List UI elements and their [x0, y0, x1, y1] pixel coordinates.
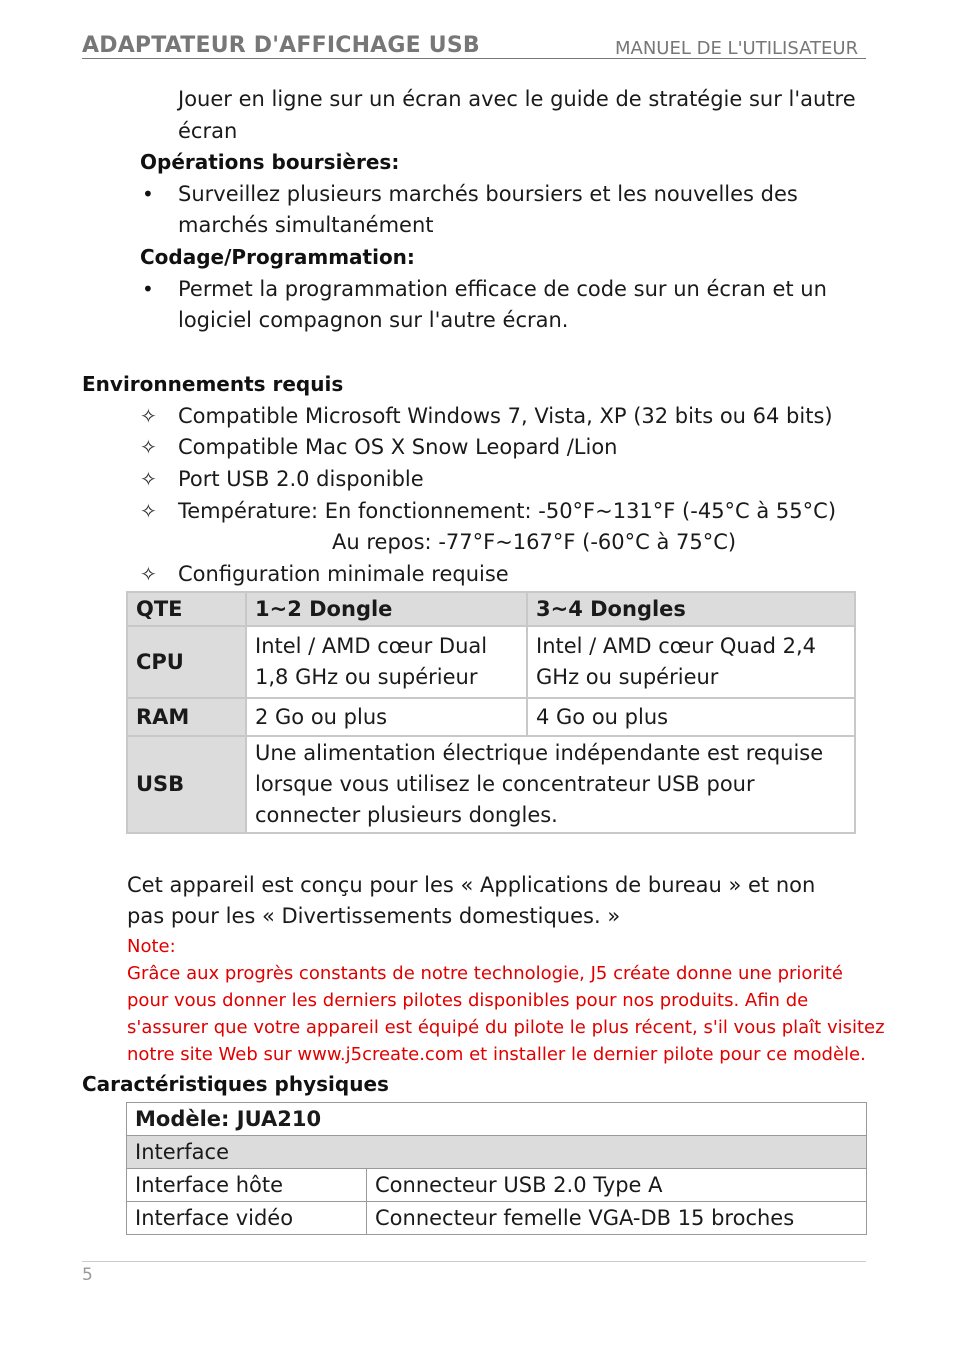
- cell-line: 1,8 GHz ou supérieur: [255, 665, 478, 689]
- star-bullet-icon: ✧: [140, 499, 157, 523]
- usage-line-2: pas pour les « Divertissements domestiques. »: [127, 904, 621, 928]
- cell-line: lorsque vous utilisez le concentrateur USB pour: [255, 772, 755, 796]
- requirements-table: [126, 591, 856, 834]
- note-line: notre site Web sur www.j5create.com et installer le dernier pilote pour ce modèle.: [127, 1044, 866, 1065]
- physical-heading: Caractéristiques physiques: [82, 1072, 389, 1096]
- table-row: [127, 1136, 867, 1169]
- env-item: Température: En fonctionnement: -50°F~131°F (-45°C à 55°C): [178, 499, 837, 523]
- table-cell: 2 Go ou plus: [246, 698, 527, 736]
- section-cell: Interface: [127, 1136, 867, 1169]
- table-cell: Connecteur femelle VGA-DB 15 broches: [367, 1202, 867, 1235]
- star-bullet-icon: ✧: [140, 562, 157, 586]
- header-rule: [82, 58, 866, 59]
- bourse-line-1: Surveillez plusieurs marchés boursiers et les nouvelles des: [178, 182, 798, 206]
- table-header: QTE: [127, 592, 246, 626]
- table-cell: Interface vidéo: [127, 1202, 367, 1235]
- table-row: [127, 592, 855, 626]
- table-cell: [246, 736, 855, 833]
- intro-line-2: écran: [178, 119, 238, 143]
- star-bullet-icon: ✧: [140, 404, 157, 428]
- page-number: 5: [82, 1265, 93, 1285]
- env-item: Compatible Mac OS X Snow Leopard /Lion: [178, 435, 618, 459]
- note-label: Note:: [127, 936, 176, 957]
- env-item: Port USB 2.0 disponible: [178, 467, 424, 491]
- cell-line: Intel / AMD cœur Dual: [255, 634, 488, 658]
- note-line: s'assurer que votre appareil est équipé du pilote le plus récent, s'il vous plaît visitez: [127, 1017, 885, 1038]
- star-bullet-icon: ✧: [140, 435, 157, 459]
- table-row: [127, 736, 855, 833]
- bullet-icon: •: [142, 182, 154, 206]
- table-cell: Connecteur USB 2.0 Type A: [367, 1169, 867, 1202]
- codage-line-1: Permet la programmation efficace de code sur un écran et un: [178, 277, 827, 301]
- star-bullet-icon: ✧: [140, 467, 157, 491]
- physical-table: [126, 1102, 867, 1235]
- cell-line: connecter plusieurs dongles.: [255, 803, 558, 827]
- env-heading: Environnements requis: [82, 372, 344, 396]
- table-cell: 4 Go ou plus: [527, 698, 855, 736]
- footer-rule: [82, 1261, 866, 1262]
- codage-line-2: logiciel compagnon sur l'autre écran.: [178, 308, 569, 332]
- bourse-line-2: marchés simultanément: [178, 213, 434, 237]
- codage-heading: Codage/Programmation:: [140, 245, 415, 269]
- manual-label: MANUEL DE L'UTILISATEUR: [615, 38, 859, 59]
- table-header: 3~4 Dongles: [527, 592, 855, 626]
- env-item: Compatible Microsoft Windows 7, Vista, XP (32 bits ou 64 bits): [178, 404, 833, 428]
- note-line: pour vous donner les derniers pilotes disponibles pour nos produits. Afin de: [127, 990, 809, 1011]
- row-label: USB: [127, 736, 246, 833]
- env-item: Configuration minimale requise: [178, 562, 509, 586]
- bullet-icon: •: [142, 277, 154, 301]
- document-title: ADAPTATEUR D'AFFICHAGE USB: [82, 33, 480, 58]
- note-line: Grâce aux progrès constants de notre technologie, J5 créate donne une priorité: [127, 963, 843, 984]
- table-row: [127, 1169, 867, 1202]
- table-row: [127, 1103, 867, 1136]
- cell-line: Une alimentation électrique indépendante est requise: [255, 741, 824, 765]
- table-row: [127, 1202, 867, 1235]
- table-cell: [527, 626, 855, 698]
- cell-line: Intel / AMD cœur Quad 2,4: [536, 634, 817, 658]
- intro-line-1: Jouer en ligne sur un écran avec le guide de stratégie sur l'autre: [178, 87, 856, 111]
- table-cell: [246, 626, 527, 698]
- row-label: RAM: [127, 698, 246, 736]
- table-header: 1~2 Dongle: [246, 592, 527, 626]
- table-row: [127, 626, 855, 698]
- model-cell: Modèle: JUA210: [127, 1103, 867, 1136]
- cell-line: GHz ou supérieur: [536, 665, 719, 689]
- row-label: CPU: [127, 626, 246, 698]
- table-cell: Interface hôte: [127, 1169, 367, 1202]
- usage-line-1: Cet appareil est conçu pour les « Applications de bureau » et non: [127, 873, 816, 897]
- bourse-heading: Opérations boursières:: [140, 150, 400, 174]
- env-item-repos: Au repos: -77°F~167°F (-60°C à 75°C): [332, 530, 737, 554]
- table-row: [127, 698, 855, 736]
